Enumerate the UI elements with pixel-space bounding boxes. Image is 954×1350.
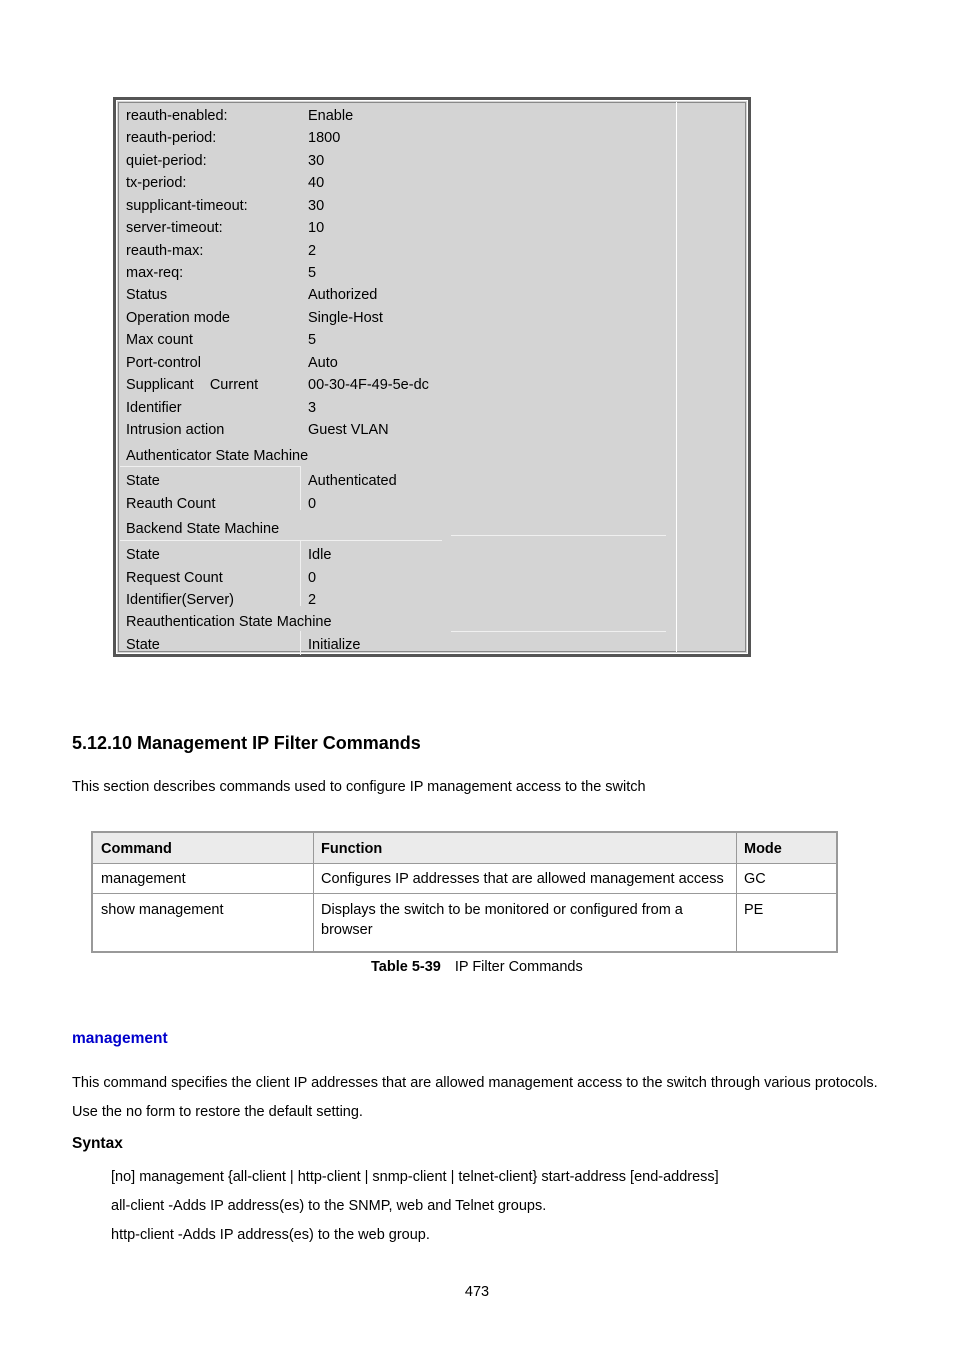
cli-section-title: Reauthentication State Machine — [126, 614, 332, 630]
cli-output-box — [113, 97, 751, 657]
cli-label: reauth-enabled: — [126, 108, 228, 124]
cli-value: 00-30-4F-49-5e-dc — [308, 377, 429, 393]
cli-label: Identifier(Server) — [126, 592, 234, 608]
cli-rule — [120, 540, 442, 541]
header-command: Command — [93, 833, 313, 863]
cli-label: Supplicant Current — [126, 377, 259, 393]
cli-value: Single-Host — [308, 310, 383, 326]
cli-label: State — [126, 547, 160, 563]
cli-output-side-column — [676, 102, 677, 652]
cli-label: State — [126, 637, 160, 653]
cli-label: tx-period: — [126, 175, 187, 191]
syntax-param: http-client -Adds IP address(es) to the web group. — [111, 1227, 430, 1243]
syntax-param: all-client -Adds IP address(es) to the SNMP, web and Telnet groups. — [111, 1198, 547, 1214]
table-cell-command: show management — [101, 902, 224, 918]
cli-value: Auto — [308, 355, 338, 371]
table-cell-function-cont: browser — [321, 922, 373, 938]
command-heading: management — [72, 1030, 168, 1047]
cli-label: Max count — [126, 332, 193, 348]
header-function: Function — [313, 833, 736, 863]
cli-section-title: Authenticator State Machine — [126, 448, 309, 464]
cli-label: Status — [126, 287, 168, 303]
cli-rule — [451, 535, 666, 536]
cli-label: max-req: — [126, 265, 184, 281]
table-cell-mode: PE — [744, 902, 764, 918]
command-table — [91, 831, 838, 953]
cli-value: 0 — [308, 496, 317, 512]
cli-label: server-timeout: — [126, 220, 223, 236]
cli-label: supplicant-timeout: — [126, 198, 248, 214]
cli-value: 40 — [308, 175, 325, 191]
cli-rule — [120, 466, 300, 467]
cli-label: State — [126, 473, 160, 489]
cli-label: reauth-period: — [126, 130, 217, 146]
cli-value: Initialize — [308, 637, 361, 653]
cli-value: Enable — [308, 108, 354, 124]
cli-value: 30 — [308, 153, 325, 169]
cli-column-separator — [300, 466, 301, 510]
cli-value: 1800 — [308, 130, 341, 146]
cli-value: 10 — [308, 220, 325, 236]
table-cell-command: management — [101, 871, 186, 887]
table-caption — [371, 959, 583, 975]
table-caption-text: IP Filter Commands — [454, 959, 583, 975]
table-caption-label: Table 5-39 — [371, 959, 441, 975]
table-cell-function: Displays the switch to be monitored or configured from a — [321, 902, 683, 918]
cli-label: Port-control — [126, 355, 201, 371]
cli-value: 5 — [308, 265, 317, 281]
cli-label: reauth-max: — [126, 243, 204, 259]
cli-label: Request Count — [126, 570, 223, 586]
cli-value: Idle — [308, 547, 332, 563]
syntax-heading: Syntax — [72, 1135, 123, 1152]
cli-label: quiet-period: — [126, 153, 207, 169]
cli-label: Intrusion action — [126, 422, 225, 438]
cli-value: Guest VLAN — [308, 422, 389, 438]
cli-value: Authenticated — [308, 473, 397, 489]
cli-value: 2 — [308, 592, 317, 608]
command-description: This command specifies the client IP addresses that are allowed management access to the switch through various protocols. — [72, 1075, 878, 1091]
section-intro: This section describes commands used to configure IP management access to the switch — [72, 779, 646, 795]
cli-value: 30 — [308, 198, 325, 214]
cli-value: 0 — [308, 570, 317, 586]
cli-value: 2 — [308, 243, 317, 259]
cli-value: 3 — [308, 400, 317, 416]
table-cell-function: Configures IP addresses that are allowed management access — [321, 871, 724, 887]
cli-value: 5 — [308, 332, 317, 348]
cli-column-separator — [300, 631, 301, 655]
page-number: 473 — [464, 1284, 490, 1300]
syntax-line: [no] management {all-client | http-client | snmp-client | telnet-client} start-address [end-address] — [111, 1169, 719, 1185]
command-description-no-form: Use the no form to restore the default setting. — [72, 1104, 363, 1120]
cli-section-title: Backend State Machine — [126, 521, 280, 537]
cli-value: Authorized — [308, 287, 378, 303]
cli-rule — [451, 631, 666, 632]
table-cell-mode: GC — [744, 871, 766, 887]
table-column-rule — [736, 833, 737, 951]
section-heading: 5.12.10 Management IP Filter Commands — [72, 733, 421, 753]
cli-label: Operation mode — [126, 310, 230, 326]
cli-label: Identifier — [126, 400, 182, 416]
header-mode: Mode — [736, 833, 836, 863]
cli-column-separator — [300, 540, 301, 606]
cli-label: Reauth Count — [126, 496, 216, 512]
